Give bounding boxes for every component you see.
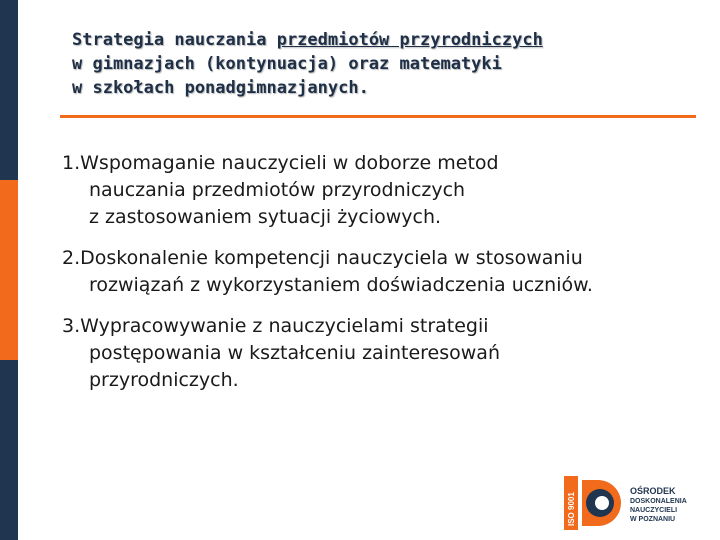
item-1-line-3: z zastosowaniem sytuacji życiowych. bbox=[89, 206, 442, 228]
logo-name-4: W POZNANIU bbox=[630, 516, 676, 523]
content-list bbox=[62, 150, 702, 408]
item-3-line-3: przyrodniczych. bbox=[89, 369, 239, 391]
title-divider bbox=[60, 115, 696, 118]
item-3-line-2: postępowania w kształceniu zainteresowań bbox=[89, 342, 500, 364]
logo-name-1: OŚRODEK bbox=[630, 486, 676, 496]
list-item bbox=[62, 313, 702, 394]
item-2-line-2: rozwiązań z wykorzystaniem doświadczenia uczniów. bbox=[89, 274, 593, 296]
item-1-line-2: nauczania przedmiotów przyrodniczych bbox=[89, 179, 466, 201]
list-item bbox=[62, 245, 702, 299]
title-line-1 bbox=[72, 28, 672, 52]
list-item bbox=[62, 150, 702, 231]
title-line-1-underlined: przedmiotów przyrodniczych bbox=[276, 30, 543, 50]
logo-name-2: DOSKONALENIA bbox=[630, 498, 687, 505]
left-accent-bar bbox=[0, 0, 18, 540]
logo-name-3: NAUCZYCIELI bbox=[630, 507, 678, 514]
logo-text bbox=[630, 486, 687, 524]
item-2-line-1: 2.Doskonalenie kompetencji nauczyciela w stosowaniu bbox=[62, 247, 583, 269]
item-1-line-1: 1.Wspomaganie nauczycieli w doborze metod bbox=[62, 152, 499, 174]
title-line-3: w szkołach ponadgimnazjanych. bbox=[72, 78, 369, 98]
logo-d-core bbox=[595, 496, 609, 510]
title-line-2: w gimnazjach (kontynuacja) oraz matematyki bbox=[72, 54, 502, 74]
item-3-line-1: 3.Wypracowywanie z nauczycielami strategii bbox=[62, 315, 489, 337]
logo-iso-text: ISO 9001 bbox=[567, 492, 576, 526]
slide-title bbox=[72, 28, 672, 100]
left-accent-bar-orange bbox=[0, 180, 18, 360]
title-line-1-text: Strategia nauczania bbox=[72, 30, 277, 50]
